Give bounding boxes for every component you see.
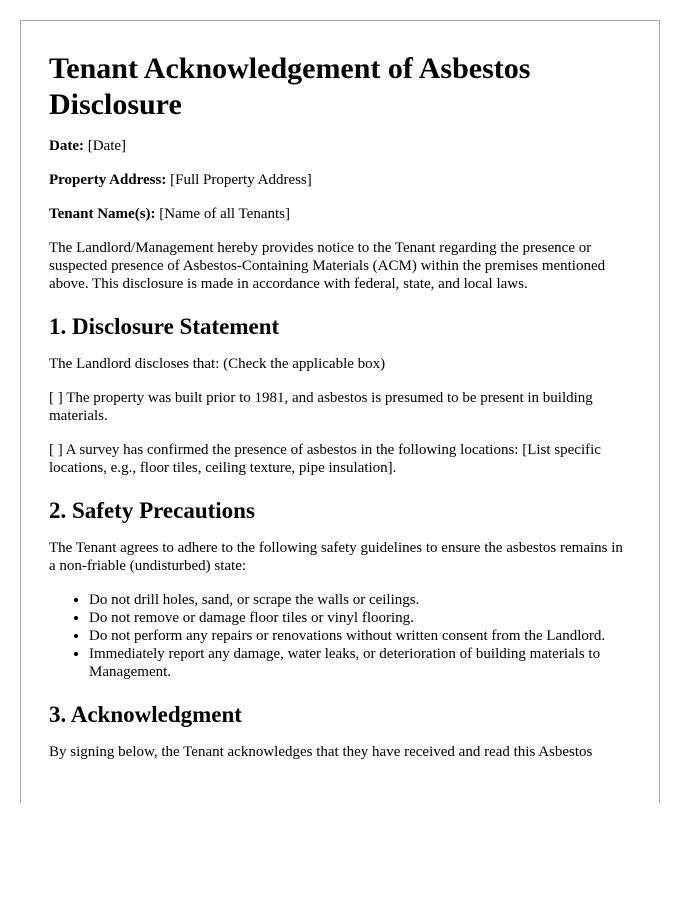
checkbox-option-survey-confirmed: [ ] A survey has confirmed the presence of asbestos in the following locations: [List specific locations, e.g., floor tiles, ceiling texture, pipe insulation]. xyxy=(49,442,601,476)
tenant-names-line xyxy=(49,205,631,223)
section-heading-acknowledgment: 3. Acknowledgment xyxy=(49,702,242,727)
list-item: • Do not perform any repairs or renovations without written consent from the Landlord. xyxy=(89,627,631,645)
safety-intro: The Tenant agrees to adhere to the following safety guidelines to ensure the asbestos remains in a non-friable (undisturbed) state: xyxy=(49,540,623,574)
acknowledgment-paragraph: By signing below, the Tenant acknowledges that they have received and read this Asbestos xyxy=(49,744,593,760)
date-line xyxy=(49,137,631,155)
property-address-line xyxy=(49,171,631,189)
section-heading-disclosure: 1. Disclosure Statement xyxy=(49,314,280,339)
tenant-names-label: Tenant Name(s): xyxy=(49,206,156,222)
list-item: • Do not remove or damage floor tiles or vinyl flooring. xyxy=(89,609,631,627)
date-value: [Date] xyxy=(87,138,127,154)
disclosure-instruction: The Landlord discloses that: (Check the applicable box) xyxy=(49,356,386,372)
tenant-names-value: [Name of all Tenants] xyxy=(159,206,290,222)
checkbox-option-built-prior-1981: [ ] The property was built prior to 1981, and asbestos is presumed to be present in building materials. xyxy=(49,390,593,424)
section-heading-safety: 2. Safety Precautions xyxy=(49,498,255,523)
document-page xyxy=(20,20,660,803)
list-item: • Immediately report any damage, water leaks, or deterioration of building materials to Management. xyxy=(89,645,631,681)
property-address-label: Property Address: xyxy=(49,172,167,188)
document-title: Tenant Acknowledgement of Asbestos Disclosure xyxy=(49,52,531,121)
intro-paragraph: The Landlord/Management hereby provides notice to the Tenant regarding the presence or suspected presence of Asbestos-Containing Materials (ACM) within the premises mentioned above. This disclosure is made in accordance with federal, state, and local laws. xyxy=(49,240,606,292)
safety-list xyxy=(49,591,631,681)
property-address-value: [Full Property Address] xyxy=(170,172,312,188)
list-item: • Do not drill holes, sand, or scrape the walls or ceilings. xyxy=(89,591,631,609)
date-label: Date: xyxy=(49,138,84,154)
